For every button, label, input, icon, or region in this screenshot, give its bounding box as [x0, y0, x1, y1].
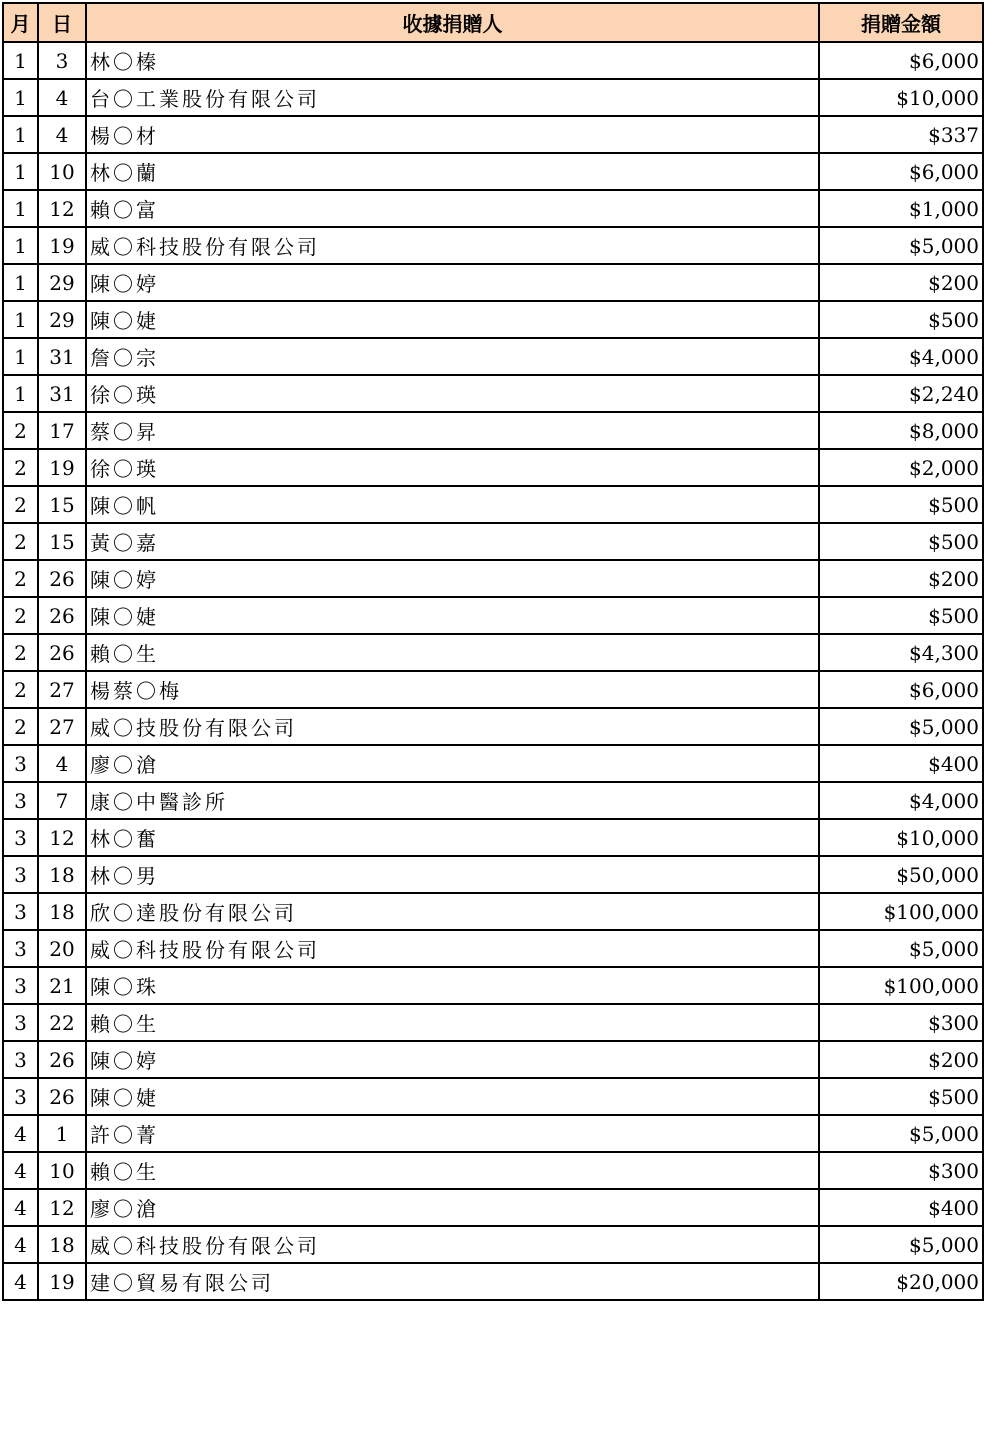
month-cell: 3	[3, 930, 38, 967]
amount-cell: $100,000	[819, 967, 983, 1004]
amount-cell: $200	[819, 1041, 983, 1078]
table-row	[3, 153, 983, 190]
amount-cell: $500	[819, 523, 983, 560]
day-cell: 26	[38, 1078, 86, 1115]
day-cell: 10	[38, 1152, 86, 1189]
month-cell: 2	[3, 523, 38, 560]
table-row	[3, 597, 983, 634]
month-cell: 2	[3, 486, 38, 523]
table-row	[3, 449, 983, 486]
day-cell: 29	[38, 301, 86, 338]
month-cell: 3	[3, 782, 38, 819]
donor-cell: 林〇蘭	[86, 153, 819, 190]
table-row	[3, 375, 983, 412]
table-row	[3, 671, 983, 708]
table-row	[3, 227, 983, 264]
day-cell: 15	[38, 523, 86, 560]
table-row	[3, 1189, 983, 1226]
amount-cell: $500	[819, 486, 983, 523]
donor-cell: 台〇工業股份有限公司	[86, 79, 819, 116]
day-cell: 10	[38, 153, 86, 190]
table-row	[3, 1041, 983, 1078]
donor-cell: 蔡〇昇	[86, 412, 819, 449]
month-cell: 3	[3, 967, 38, 1004]
day-cell: 3	[38, 42, 86, 79]
amount-cell: $100,000	[819, 893, 983, 930]
day-cell: 12	[38, 190, 86, 227]
day-cell: 15	[38, 486, 86, 523]
table-row	[3, 264, 983, 301]
table-row	[3, 708, 983, 745]
donor-cell: 陳〇婷	[86, 1041, 819, 1078]
table-row	[3, 1078, 983, 1115]
table-row	[3, 856, 983, 893]
table-row	[3, 1226, 983, 1263]
month-cell: 4	[3, 1189, 38, 1226]
donor-cell: 威〇科技股份有限公司	[86, 930, 819, 967]
month-cell: 1	[3, 338, 38, 375]
month-cell: 2	[3, 634, 38, 671]
donor-cell: 徐〇瑛	[86, 449, 819, 486]
table-row	[3, 745, 983, 782]
table-row	[3, 523, 983, 560]
amount-cell: $300	[819, 1004, 983, 1041]
table-row	[3, 782, 983, 819]
donor-cell: 陳〇婷	[86, 560, 819, 597]
table-row	[3, 967, 983, 1004]
day-cell: 31	[38, 338, 86, 375]
amount-cell: $10,000	[819, 819, 983, 856]
day-cell: 12	[38, 819, 86, 856]
amount-cell: $20,000	[819, 1263, 983, 1300]
header-month: 月	[3, 3, 38, 42]
amount-cell: $6,000	[819, 671, 983, 708]
header-day: 日	[38, 3, 86, 42]
month-cell: 2	[3, 449, 38, 486]
amount-cell: $200	[819, 560, 983, 597]
donor-cell: 欣〇達股份有限公司	[86, 893, 819, 930]
day-cell: 18	[38, 1226, 86, 1263]
day-cell: 19	[38, 449, 86, 486]
donor-cell: 許〇菁	[86, 1115, 819, 1152]
donor-cell: 林〇榛	[86, 42, 819, 79]
table-header	[3, 3, 983, 42]
amount-cell: $300	[819, 1152, 983, 1189]
day-cell: 4	[38, 745, 86, 782]
table-row	[3, 1115, 983, 1152]
donor-cell: 林〇男	[86, 856, 819, 893]
donation-table	[2, 2, 984, 1301]
table-row	[3, 560, 983, 597]
month-cell: 1	[3, 190, 38, 227]
month-cell: 3	[3, 1004, 38, 1041]
table-row	[3, 116, 983, 153]
amount-cell: $5,000	[819, 227, 983, 264]
month-cell: 1	[3, 42, 38, 79]
amount-cell: $5,000	[819, 708, 983, 745]
table-row	[3, 1263, 983, 1300]
month-cell: 4	[3, 1263, 38, 1300]
table-row	[3, 930, 983, 967]
month-cell: 1	[3, 153, 38, 190]
amount-cell: $4,300	[819, 634, 983, 671]
month-cell: 3	[3, 819, 38, 856]
month-cell: 3	[3, 893, 38, 930]
day-cell: 22	[38, 1004, 86, 1041]
amount-cell: $400	[819, 1189, 983, 1226]
day-cell: 4	[38, 79, 86, 116]
day-cell: 27	[38, 708, 86, 745]
donor-cell: 康〇中醫診所	[86, 782, 819, 819]
donor-cell: 陳〇婕	[86, 1078, 819, 1115]
day-cell: 27	[38, 671, 86, 708]
month-cell: 3	[3, 856, 38, 893]
day-cell: 21	[38, 967, 86, 1004]
day-cell: 26	[38, 560, 86, 597]
donor-cell: 徐〇瑛	[86, 375, 819, 412]
table-row	[3, 301, 983, 338]
day-cell: 18	[38, 856, 86, 893]
month-cell: 1	[3, 301, 38, 338]
amount-cell: $500	[819, 301, 983, 338]
month-cell: 1	[3, 264, 38, 301]
month-cell: 4	[3, 1152, 38, 1189]
donor-cell: 賴〇生	[86, 634, 819, 671]
donor-cell: 威〇科技股份有限公司	[86, 1226, 819, 1263]
day-cell: 18	[38, 893, 86, 930]
amount-cell: $5,000	[819, 1115, 983, 1152]
amount-cell: $1,000	[819, 190, 983, 227]
month-cell: 2	[3, 597, 38, 634]
month-cell: 1	[3, 375, 38, 412]
month-cell: 4	[3, 1115, 38, 1152]
donor-cell: 賴〇生	[86, 1004, 819, 1041]
month-cell: 1	[3, 227, 38, 264]
donor-cell: 陳〇婕	[86, 301, 819, 338]
donor-cell: 林〇奮	[86, 819, 819, 856]
amount-cell: $6,000	[819, 153, 983, 190]
amount-cell: $50,000	[819, 856, 983, 893]
donor-cell: 陳〇婕	[86, 597, 819, 634]
month-cell: 2	[3, 708, 38, 745]
table-row	[3, 42, 983, 79]
donor-cell: 威〇科技股份有限公司	[86, 227, 819, 264]
month-cell: 2	[3, 412, 38, 449]
month-cell: 2	[3, 671, 38, 708]
table-row	[3, 1152, 983, 1189]
table-row	[3, 412, 983, 449]
amount-cell: $5,000	[819, 930, 983, 967]
amount-cell: $4,000	[819, 338, 983, 375]
table-row	[3, 338, 983, 375]
donor-cell: 建〇貿易有限公司	[86, 1263, 819, 1300]
amount-cell: $337	[819, 116, 983, 153]
day-cell: 7	[38, 782, 86, 819]
amount-cell: $8,000	[819, 412, 983, 449]
amount-cell: $200	[819, 264, 983, 301]
donor-cell: 威〇技股份有限公司	[86, 708, 819, 745]
day-cell: 19	[38, 1263, 86, 1300]
day-cell: 29	[38, 264, 86, 301]
month-cell: 1	[3, 79, 38, 116]
donor-cell: 黃〇嘉	[86, 523, 819, 560]
month-cell: 3	[3, 1041, 38, 1078]
day-cell: 17	[38, 412, 86, 449]
donor-cell: 楊〇材	[86, 116, 819, 153]
month-cell: 3	[3, 1078, 38, 1115]
table-row	[3, 1004, 983, 1041]
month-cell: 3	[3, 745, 38, 782]
amount-cell: $2,240	[819, 375, 983, 412]
table-row	[3, 819, 983, 856]
table-row	[3, 634, 983, 671]
donor-cell: 賴〇生	[86, 1152, 819, 1189]
month-cell: 4	[3, 1226, 38, 1263]
day-cell: 31	[38, 375, 86, 412]
month-cell: 1	[3, 116, 38, 153]
donor-cell: 楊蔡〇梅	[86, 671, 819, 708]
day-cell: 1	[38, 1115, 86, 1152]
amount-cell: $5,000	[819, 1226, 983, 1263]
donor-cell: 陳〇帆	[86, 486, 819, 523]
amount-cell: $2,000	[819, 449, 983, 486]
amount-cell: $10,000	[819, 79, 983, 116]
day-cell: 26	[38, 597, 86, 634]
table-row	[3, 893, 983, 930]
table-row	[3, 190, 983, 227]
table-body	[3, 42, 983, 1300]
header-donor: 收據捐贈人	[86, 3, 819, 42]
table-row	[3, 79, 983, 116]
day-cell: 20	[38, 930, 86, 967]
day-cell: 4	[38, 116, 86, 153]
donor-cell: 廖〇滄	[86, 745, 819, 782]
amount-cell: $4,000	[819, 782, 983, 819]
header-row	[3, 3, 983, 42]
donor-cell: 廖〇滄	[86, 1189, 819, 1226]
table-row	[3, 486, 983, 523]
amount-cell: $500	[819, 597, 983, 634]
donor-cell: 陳〇婷	[86, 264, 819, 301]
day-cell: 12	[38, 1189, 86, 1226]
month-cell: 2	[3, 560, 38, 597]
amount-cell: $400	[819, 745, 983, 782]
amount-cell: $6,000	[819, 42, 983, 79]
donor-cell: 陳〇珠	[86, 967, 819, 1004]
day-cell: 19	[38, 227, 86, 264]
donor-cell: 賴〇富	[86, 190, 819, 227]
day-cell: 26	[38, 634, 86, 671]
day-cell: 26	[38, 1041, 86, 1078]
donor-cell: 詹〇宗	[86, 338, 819, 375]
header-amount: 捐贈金額	[819, 3, 983, 42]
amount-cell: $500	[819, 1078, 983, 1115]
